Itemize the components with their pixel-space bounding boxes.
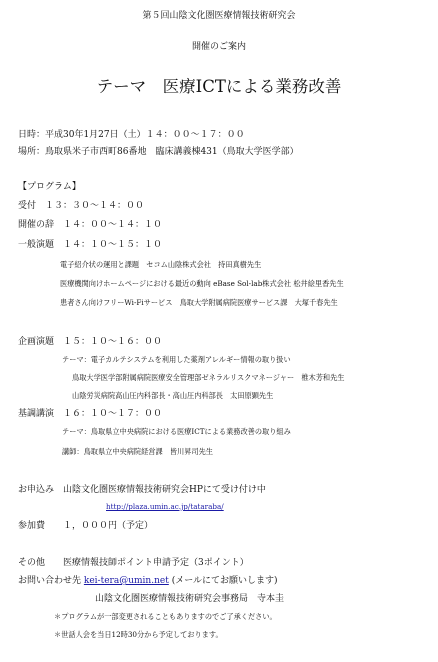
points-line: その他 医療情報技師ポイント申請予定（3ポイント） xyxy=(18,558,249,568)
contact-label: お問い合わせ先 xyxy=(18,576,82,586)
planning-speaker-1: 鳥取大学医学部附属病院医療安全管理部ゼネラルリスクマネージャー 椎木芳和先生 xyxy=(72,373,345,382)
planning-theme: テーマ：電子カルテシステムを利用した薬剤アレルギー情報の取り扱い xyxy=(62,355,291,364)
invitation-heading: 開催のご案内 xyxy=(191,42,246,52)
conference-name: 第５回山陰文化圏医療情報技術研究会 xyxy=(142,11,296,21)
program-heading: 【プログラム】 xyxy=(18,182,81,192)
program-reception: 受付 １３：３０～１４：００ xyxy=(18,201,145,211)
planning-speaker-2: 山陰労災病院高山圧内科部長・高山圧内科部長 太田原顕先生 xyxy=(72,391,274,400)
program-opening: 開催の辞 １４：００～１４：１０ xyxy=(18,220,163,230)
program-planning-heading: 企画演題 １５：１０～１６：００ xyxy=(18,337,163,347)
keynote-speaker: 講師：鳥取県立中央病院経営課 皆川昇司先生 xyxy=(62,447,213,456)
contact-email-link[interactable]: kei-tera@umin.net xyxy=(83,576,169,586)
date-line: 日時：平成30年1月27日（土）１４：００～１７：００ xyxy=(18,130,245,140)
general-talk-3: 患者さん向けフリーWi-Fiサービス 鳥取大学附属病院医療サービス課 大塚千春先生 xyxy=(60,298,338,307)
note-2: ＊世話人会を当日12時30分から予定しております。 xyxy=(54,630,223,639)
general-talk-2: 医療機関向けホームページにおける最近の動向 eBase Sol-lab株式会社 松井絵里香先生 xyxy=(60,279,344,288)
contact-line xyxy=(18,575,278,587)
secretariat-line: 山陰文化圏医療情報技術研究会事務局 寺本圭 xyxy=(95,594,285,604)
page-title: テーマ 医療ICTによる業務改善 xyxy=(96,77,342,96)
application-line: お申込み 山陰文化圏医療情報技術研究会HPにて受け付け中 xyxy=(18,485,266,495)
venue-line: 場所：鳥取県米子市西町86番地 臨床講義棟431（鳥取大学医学部） xyxy=(18,147,299,157)
fee-line: 参加費 １，０００円（予定） xyxy=(18,521,154,531)
program-general-heading: 一般演題 １４：１０～１５：１０ xyxy=(18,240,163,250)
keynote-theme: テーマ：鳥取県立中央病院における医療ICTによる業務改善の取り組み xyxy=(62,427,291,436)
note-1: ＊プログラムが一部変更されることもありますのでご了承ください。 xyxy=(54,612,277,621)
contact-note: (メールにてお願いします) xyxy=(171,576,278,586)
application-link[interactable]: http://plaza.umin.ac.jp/tataraba/ xyxy=(106,502,224,511)
general-talk-1: 電子紹介状の運用と課題 セコム山陰株式会社 持田真樹先生 xyxy=(60,260,262,269)
program-keynote-heading: 基調講演 １６：１０～１７：００ xyxy=(18,409,163,419)
